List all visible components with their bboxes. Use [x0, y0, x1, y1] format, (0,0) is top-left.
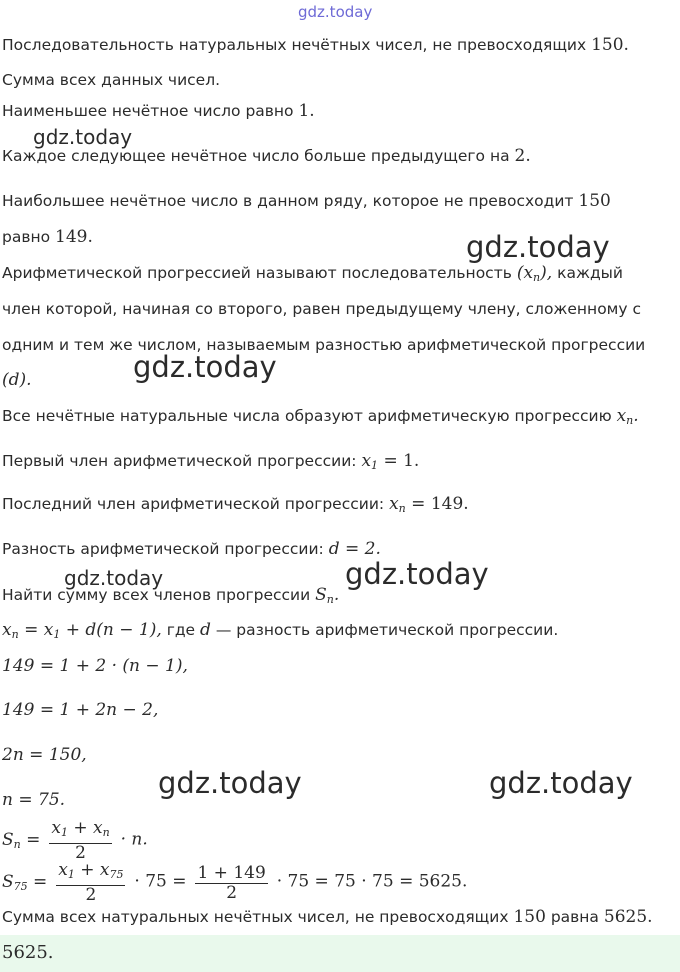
text: Сумма всех натуральных нечётных чисел, не превосходящих	[2, 908, 509, 926]
watermark: gdz.today	[345, 557, 489, 591]
text: Арифметической прогрессией называют последовательность	[2, 264, 512, 282]
math: $S_n$ =	[2, 829, 41, 851]
text: каждый	[557, 264, 623, 282]
text-line	[2, 191, 611, 211]
math: $x_n = x_1 + d(n - 1)$,	[2, 620, 162, 641]
math: n = 75.	[2, 790, 66, 810]
formula-line	[2, 700, 158, 720]
formula-line	[2, 620, 558, 645]
number: 5625.	[603, 907, 653, 927]
text-line	[2, 370, 32, 390]
watermark: gdz.today	[489, 766, 633, 800]
text: Разность арифметической прогрессии:	[2, 540, 324, 558]
text-line	[2, 539, 381, 559]
text: равна	[550, 908, 599, 926]
formula-s75	[2, 860, 467, 908]
text: где	[166, 621, 196, 639]
watermark: gdz.today	[133, 350, 277, 384]
number: 150	[513, 907, 546, 927]
text: Последний член арифметической прогрессии:	[2, 495, 385, 513]
math: $x_1 = 1$.	[361, 451, 420, 472]
math: · 75 =	[134, 871, 187, 892]
math: 2n = 150,	[2, 745, 87, 765]
watermark: gdz.today	[158, 766, 302, 800]
text-line	[2, 406, 639, 431]
number: 149.	[55, 227, 93, 247]
text: Сумма всех данных чисел.	[2, 71, 221, 89]
text-line	[2, 35, 629, 55]
fraction: $\frac{x_1 + x_{75}}{2}$	[58, 860, 124, 905]
answer-value: 5625.	[2, 942, 54, 963]
text-line	[2, 451, 419, 476]
text-line	[2, 101, 315, 121]
text: равно	[2, 228, 51, 246]
math: $S_n$.	[315, 585, 340, 606]
text-line	[2, 227, 93, 247]
formula-line	[2, 790, 65, 810]
text-line	[2, 585, 339, 610]
text: — разность арифметической прогрессии.	[215, 621, 559, 639]
text: Последовательность натуральных нечётных чисел, не превосходящих	[2, 36, 587, 54]
math: $x_n = 149$.	[389, 494, 469, 515]
number: 150	[578, 191, 611, 211]
text-line	[2, 907, 653, 927]
answer-box	[0, 935, 680, 972]
text-line	[2, 335, 645, 355]
text: Все нечётные натуральные числа образуют арифметическую прогрессию	[2, 407, 612, 425]
math: d	[200, 620, 211, 640]
math: · 75 = 75 · 75 = 5625.	[276, 871, 468, 892]
math: $(x_n)$,	[516, 263, 553, 284]
math: 149 = 1 + 2n − 2,	[2, 700, 159, 720]
math: $x_n$.	[616, 406, 639, 427]
text: одним и тем же числом, называемым разностью арифметической прогрессии	[2, 336, 646, 354]
text-line	[2, 299, 641, 319]
watermark: gdz.today	[466, 230, 610, 264]
text-line	[2, 70, 220, 90]
text-line	[2, 263, 623, 288]
number: 2.	[514, 146, 531, 166]
text: член которой, начиная со второго, равен предыдущему члену, сложенному с	[2, 300, 641, 318]
text-line	[2, 146, 531, 166]
text: Найти сумму всех членов прогрессии	[2, 586, 311, 604]
math: d = 2.	[328, 539, 381, 559]
formula-sn	[2, 818, 148, 865]
watermark: gdz.today	[33, 125, 133, 149]
math: 149 = 1 + 2 · (n − 1),	[2, 656, 188, 676]
fraction: $\frac{x_1 + x_n}{2}$	[51, 818, 110, 863]
text: Наибольшее нечётное число в данном ряду, которое не превосходит	[2, 192, 574, 210]
fraction: $\frac{1 + 149}{2}$	[197, 862, 266, 903]
text: Каждое следующее нечётное число больше предыдущего на	[2, 147, 510, 165]
text: Первый член арифметической прогрессии:	[2, 452, 357, 470]
number: 1.	[298, 101, 315, 121]
watermark-top: gdz.today	[298, 3, 373, 21]
text-line	[2, 494, 469, 519]
number: 150.	[591, 35, 629, 55]
watermark: gdz.today	[64, 566, 164, 590]
math: · n.	[120, 829, 148, 850]
math: $S_{75}$ =	[2, 871, 48, 893]
math: (d).	[2, 370, 32, 390]
formula-line	[2, 745, 87, 765]
formula-line	[2, 656, 188, 676]
text: Наименьшее нечётное число равно	[2, 102, 294, 120]
